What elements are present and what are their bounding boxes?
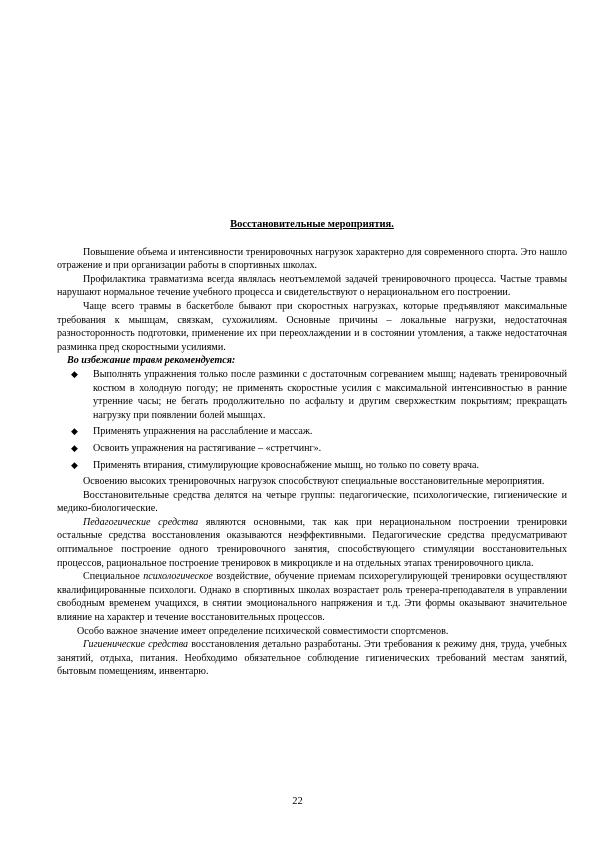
- diamond-bullet-icon: ◆: [71, 368, 78, 379]
- recommendations-lead: Во избежание травм рекомендуется:: [67, 355, 236, 367]
- document-body: [57, 218, 567, 679]
- paragraph-pedagogical-text: являются основными, так как при нерациональном построении тренировки остальные средства восстановления оказываются неэффективными. Педагогические средства предусматривают оптимальное построение одного тренировочного занятия, способствующего стимуляции восстановительных процессов, рациональное построение тренировок в микроцикле и на отдельных этапах тренировочного цикла.: [57, 516, 568, 569]
- list-item: [71, 425, 567, 439]
- paragraph-pedagogical: [57, 516, 567, 570]
- list-item: [71, 368, 567, 422]
- paragraph-compatibility: Особо важное значение имеет определение психической совместимости спортсменов.: [77, 625, 449, 637]
- paragraph-psychological-text: воздействие, обучение приемам психорегулирующей тренировки осуществляют квалифицированные психологи. Однако в спортивных школах возрастает роль тренера-преподавателя в управлении свободным временем учащихся, в снятии эмоционального напряжения и т.д. Эти формы оказывают значительное влияние на характер и течение восстановительных процессов.: [57, 571, 568, 624]
- paragraph-intro: Повышение объема и интенсивности тренировочных нагрузок характерно для современного спорта. Это нашло отражение и при организации работы в спортивных школах.: [57, 246, 567, 272]
- paragraph-hygienic-text: восстановления детально разработаны. Эти требования к режиму дня, труда, учебных занятий, отдыха, питания. Необходимо обязательное соблюдение гигиенических требований местам занятий, бытовым помещениям, инвентарю.: [57, 639, 567, 678]
- term-psychological: психологическое: [143, 571, 213, 583]
- list-item-text: Выполнять упражнения только после разминки с достаточным согреванием мышц; надевать тренировочный костюм в холодную погоду; не применять скоростные усилия с максимальной интенсивностью в ранние утренние часы; не бегать продолжительно по асфальту и другим сверхжестким покрытиям; прекращать нагрузку при появлении болей мышцах.: [93, 368, 567, 421]
- paragraph-prevention: Профилактика травматизма всегда являлась неотъемлемой задачей тренировочного процесса. Частые травмы нарушают нормальное течение учебного процесса и свидетельствуют о нерациональном его построении.: [57, 273, 567, 299]
- paragraph-hygienic: [57, 638, 567, 679]
- term-hygienic: Гигиенические средства: [83, 639, 189, 651]
- page-number: 22: [292, 796, 303, 807]
- paragraph-psychological-start: Специальное: [83, 571, 144, 583]
- paragraph-basketball-injuries: Чаще всего травмы в баскетболе бывают при скоростных нагрузках, которые предъявляют максимальные требования к мышцам, связкам, сухожилиям. Основные причины – локальные нагрузки, недостаточная разносторонность подготовки, применение их при переохлаждении и в состоянии утомления, а также недостаточная разминка пред скоростными усилиями.: [57, 300, 567, 353]
- paragraph-psychological: [57, 570, 567, 624]
- recommendations-list: [57, 368, 567, 472]
- paragraph-high-loads: Освоению высоких тренировочных нагрузок способствуют специальные восстановительные мероприятия.: [83, 476, 545, 488]
- diamond-bullet-icon: ◆: [71, 442, 78, 453]
- paragraph-recovery-groups: Восстановительные средства делятся на четыре группы: педагогические, психологические, гигиенические и медико-биологические.: [57, 489, 567, 515]
- diamond-bullet-icon: ◆: [71, 426, 78, 437]
- list-item-text: Применять втирания, стимулирующие кровоснабжение мышц, но только по совету врача.: [93, 459, 479, 471]
- term-pedagogical: Педагогические средства: [83, 516, 199, 528]
- list-item-text: Применять упражнения на расслабление и массаж.: [93, 426, 313, 438]
- section-title: Восстановительные мероприятия.: [230, 219, 394, 230]
- list-item-text: Освоить упражнения на растягивание – «стретчинг».: [93, 442, 322, 454]
- diamond-bullet-icon: ◆: [71, 459, 78, 470]
- list-item: [71, 459, 567, 473]
- list-item: [71, 442, 567, 456]
